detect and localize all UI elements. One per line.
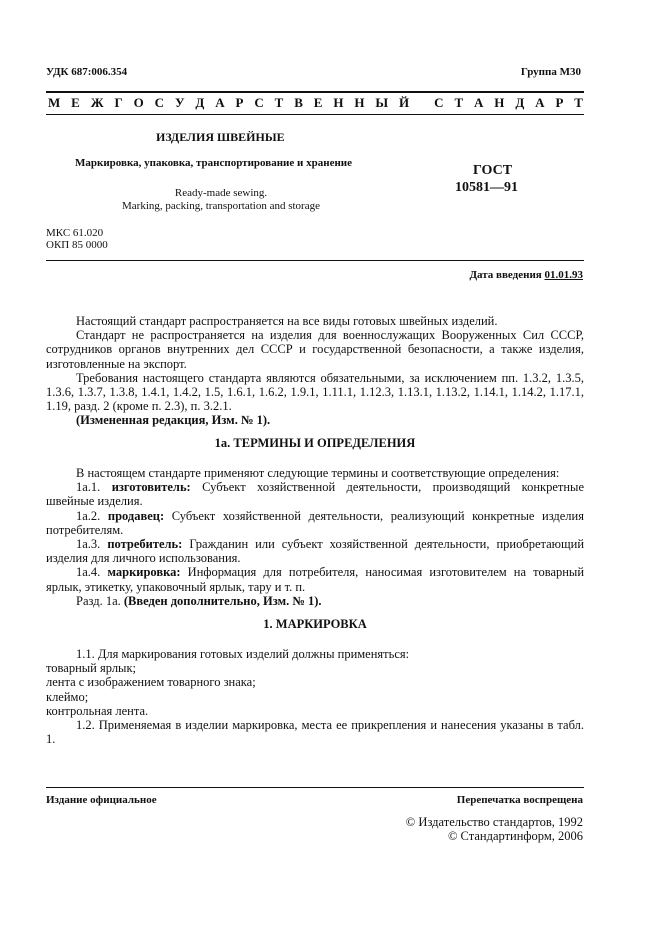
banner-letter: Н bbox=[354, 95, 365, 110]
intro-paragraph-3: Требования настоящего стандарта являются обязательными, за исключением пп. 1.3.2, 1.3.5, 1.3.6, 1.3.7, 1.3.8, 1.4.1, 1.4.2, 1.5, 1.6.1, 1.6.2, 1.9.1, 1.11.1, 1.12.3, 1.13.1, 1.13.2, 1.14.1, 1.14.2, 1.17.1, 1.19, разд. 2 (кроме п. 2.3), п. 3.2.1. bbox=[46, 370, 584, 414]
banner-letter: А bbox=[215, 95, 225, 110]
list-item: контрольная лента. bbox=[46, 703, 149, 718]
list-item: клеймо; bbox=[46, 689, 89, 704]
intro-block bbox=[46, 314, 584, 428]
banner-letter: У bbox=[174, 95, 185, 110]
banner-letter: М bbox=[48, 95, 61, 110]
amendment-note: (Измененная редакция, Изм. № 1). bbox=[76, 413, 271, 428]
mks-code: МКС 61.020 bbox=[46, 227, 104, 239]
top-rule bbox=[46, 91, 584, 93]
banner-letter: Г bbox=[114, 95, 123, 110]
list-item: лента с изображением товарного знака; bbox=[46, 675, 256, 690]
copyright-block bbox=[406, 815, 583, 843]
english-title-line-1: Ready-made sewing. bbox=[174, 187, 268, 199]
definition-number: 1а.3. bbox=[76, 537, 101, 552]
banner-letter: Д bbox=[195, 95, 205, 110]
section-1a-note-prefix: Разд. 1а. bbox=[76, 593, 121, 608]
okp-code: ОКП 85 0000 bbox=[46, 239, 108, 251]
section-1a-note bbox=[46, 594, 584, 608]
banner-letter: С bbox=[434, 95, 444, 110]
interstate-standard-banner bbox=[48, 95, 583, 111]
banner-letter: Ы bbox=[375, 95, 389, 110]
banner-letter: Е bbox=[313, 95, 323, 110]
section-1a-intro: В настоящем стандарте применяют следующие термины и соответствующие определения: bbox=[76, 466, 560, 480]
banner-letter: Р bbox=[555, 95, 564, 110]
banner-gap bbox=[420, 95, 423, 111]
gost-designation bbox=[455, 162, 518, 196]
banner-letter: Ж bbox=[90, 95, 104, 110]
date-rule bbox=[46, 260, 584, 261]
effective-date-value: 01.01.93 bbox=[544, 269, 583, 281]
definition-term: потребитель: bbox=[107, 537, 183, 552]
banner-letter: О bbox=[133, 95, 144, 110]
banner-letter: Н bbox=[494, 95, 505, 110]
definition-number: 1а.2. bbox=[76, 508, 101, 523]
definition-number: 1а.1. bbox=[76, 480, 101, 495]
section-1-heading: 1. МАРКИРОВКА bbox=[263, 617, 367, 631]
banner-letter: Т bbox=[274, 95, 284, 110]
english-title bbox=[46, 187, 396, 213]
document-subtitle: Маркировка, упаковка, транспортирование и хранение bbox=[75, 157, 353, 169]
classification-codes bbox=[46, 227, 108, 251]
banner-letter: Й bbox=[399, 95, 410, 110]
copyright-line-1: © Издательство стандартов, 1992 bbox=[405, 815, 583, 829]
reprint-prohibited-label: Перепечатка воспрещена bbox=[456, 794, 583, 806]
definition-item bbox=[46, 565, 584, 593]
banner-letter: А bbox=[535, 95, 545, 110]
definition-item bbox=[46, 509, 584, 537]
section-1-body bbox=[46, 647, 584, 746]
definition-text: Субъект хозяйственной деятельности, реализующий конкретные изделия потребителям. bbox=[46, 508, 584, 537]
english-title-line-2: Marking, packing, transportation and storage bbox=[122, 200, 320, 212]
section-1a-body bbox=[46, 466, 584, 608]
list-item: товарный ярлык; bbox=[46, 661, 137, 676]
banner-letter: Д bbox=[515, 95, 525, 110]
definition-text: Субъект хозяйственной деятельности, производящий конкретные швейные изделия. bbox=[46, 480, 584, 509]
official-edition-label: Издание официальное bbox=[46, 794, 157, 806]
group-code: Группа М30 bbox=[520, 66, 581, 78]
effective-date bbox=[469, 269, 583, 281]
gost-label: ГОСТ bbox=[473, 163, 513, 178]
definition-text: Информация для потребителя, наносимая изготовителем на товарный ярлык, этикетку, упаковочный ярлык, тару и т. п. bbox=[46, 565, 585, 594]
definition-text: Гражданин или субъект хозяйственной деятельности, приобретающий изделия для личного использования. bbox=[46, 537, 585, 566]
copyright-line-2: © Стандартинформ, 2006 bbox=[447, 829, 583, 843]
definition-term: изготовитель: bbox=[111, 480, 191, 495]
gost-number: 10581—91 bbox=[455, 180, 518, 195]
banner-letter: С bbox=[154, 95, 165, 110]
clause-1-1: 1.1. Для маркирования готовых изделий должны применяться: bbox=[76, 647, 410, 661]
banner-letter: Т bbox=[574, 95, 583, 110]
banner-letter: С bbox=[254, 95, 264, 110]
banner-letter: Р bbox=[235, 95, 244, 110]
clause-1-2: 1.2. Применяемая в изделии маркировка, места ее прикрепления и нанесения указаны в табл. 1. bbox=[46, 718, 584, 747]
banner-letter: Е bbox=[71, 95, 80, 110]
definition-item bbox=[46, 480, 584, 508]
banner-letter: Т bbox=[454, 95, 464, 110]
definition-item bbox=[46, 537, 584, 565]
effective-date-label: Дата введения bbox=[469, 269, 542, 281]
definition-number: 1а.4. bbox=[76, 565, 101, 580]
intro-paragraph-2: Стандарт не распространяется на изделия для военнослужащих Вооруженных Сил СССР, сотрудников органов внутренних дел СССР и государственной безопасности, а также изделия, изготовленные на экспорт. bbox=[46, 328, 584, 371]
definition-term: маркировка: bbox=[107, 565, 181, 580]
document-title: ИЗДЕЛИЯ ШВЕЙНЫЕ bbox=[156, 130, 285, 144]
banner-letter: Н bbox=[333, 95, 344, 110]
banner-rule bbox=[46, 114, 584, 115]
section-1a-note-text: (Введен дополнительно, Изм. № 1). bbox=[123, 593, 322, 608]
intro-paragraph-1: Настоящий стандарт распространяется на все виды готовых швейных изделий. bbox=[76, 314, 498, 328]
banner-letter: А bbox=[474, 95, 484, 110]
udk-code: УДК 687:006.354 bbox=[46, 66, 128, 78]
banner-letter: В bbox=[294, 95, 303, 110]
section-1a-heading: 1а. ТЕРМИНЫ И ОПРЕДЕЛЕНИЯ bbox=[214, 436, 416, 450]
footer-rule bbox=[46, 787, 584, 788]
definition-term: продавец: bbox=[107, 508, 165, 523]
